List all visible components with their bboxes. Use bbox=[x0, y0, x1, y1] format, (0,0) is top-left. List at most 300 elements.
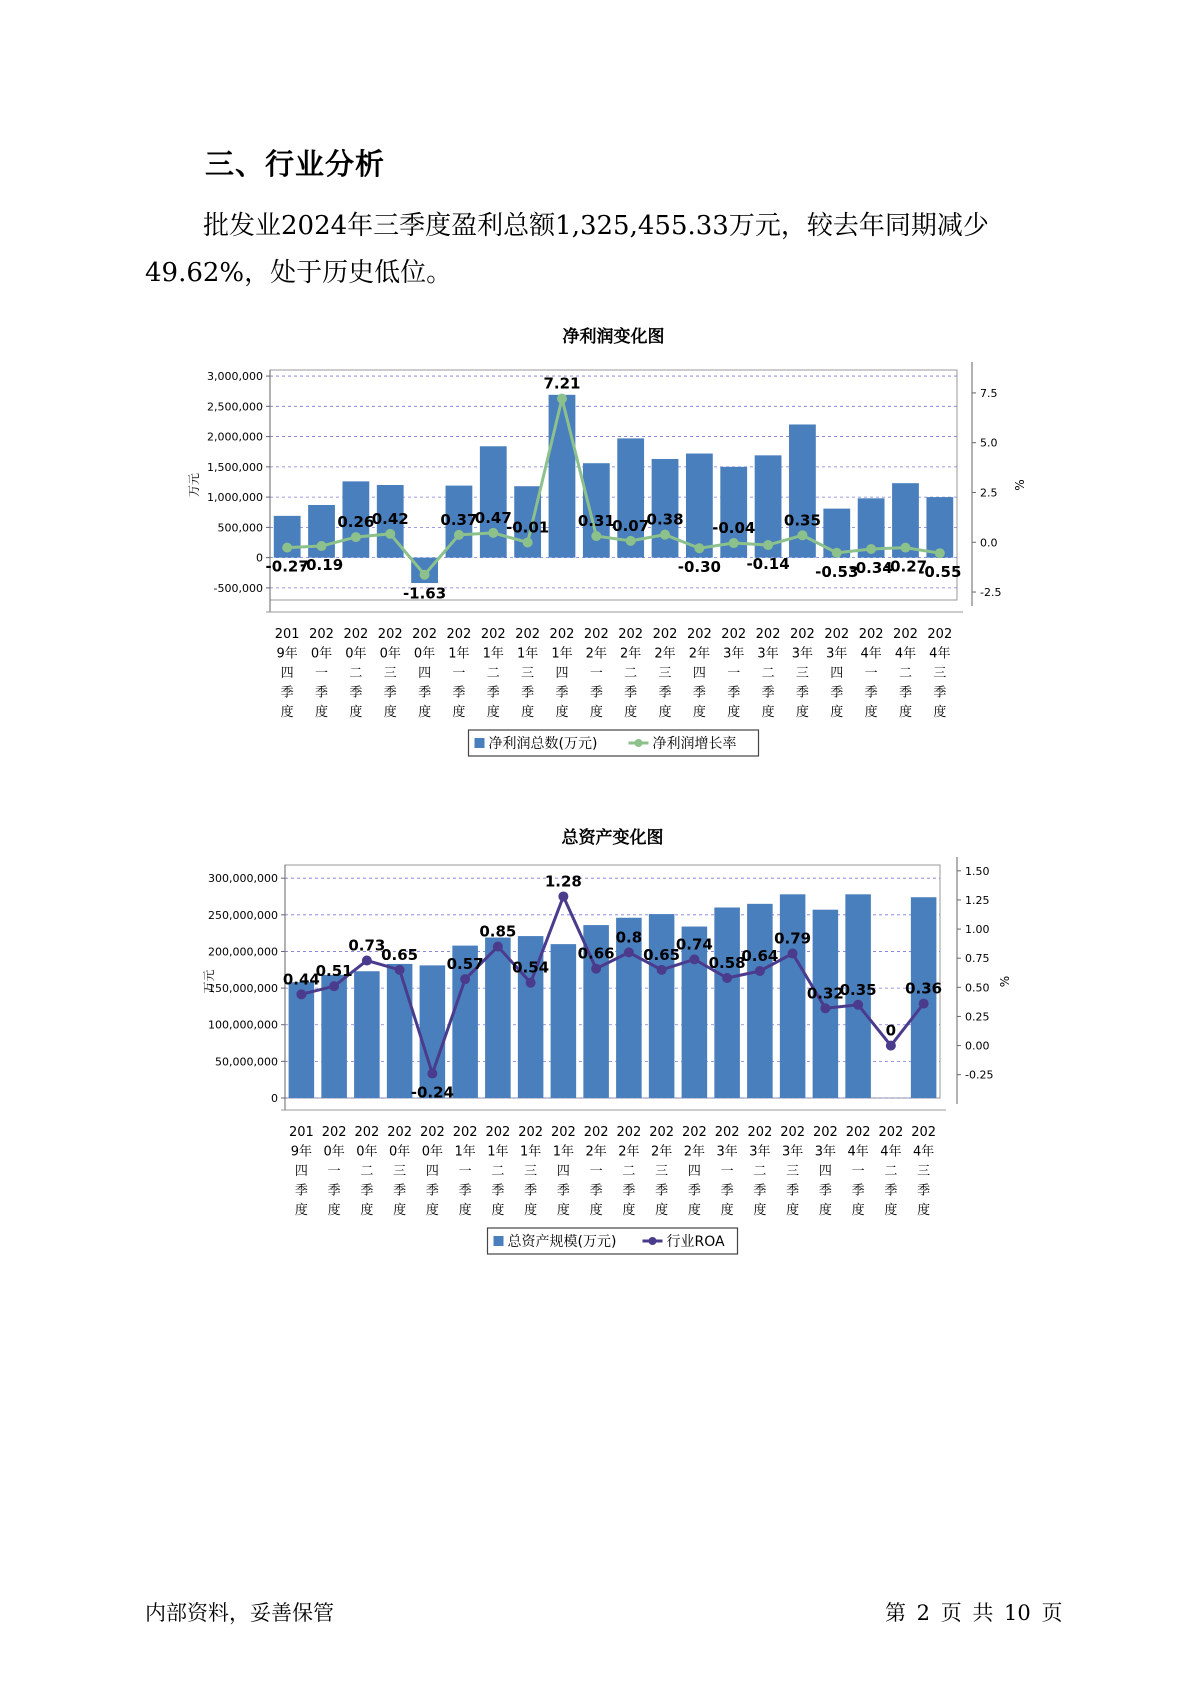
category-label: 202 bbox=[824, 627, 850, 642]
category-label: 度 bbox=[864, 705, 878, 720]
category-label: 二 bbox=[753, 1164, 767, 1179]
category-label: 度 bbox=[761, 705, 775, 720]
category-label: 202 bbox=[446, 627, 472, 642]
category-label: 202 bbox=[616, 1125, 642, 1140]
category-label: 度 bbox=[589, 705, 603, 720]
category-label: 季 bbox=[589, 1183, 603, 1199]
data-label: -0.55 bbox=[918, 563, 962, 582]
category-label: 202 bbox=[485, 1125, 511, 1140]
bar bbox=[480, 446, 507, 557]
line-point bbox=[493, 942, 503, 952]
line-point bbox=[886, 1041, 896, 1051]
line-point bbox=[420, 570, 430, 580]
category-label: 季 bbox=[622, 1183, 636, 1199]
category-label: 季 bbox=[452, 685, 466, 701]
line-point bbox=[591, 964, 601, 974]
category-label: 二 bbox=[486, 666, 500, 681]
category-label: 度 bbox=[555, 705, 569, 720]
legend-line-label: 行业ROA bbox=[666, 1234, 725, 1250]
category-label: 202 bbox=[480, 627, 506, 642]
category-label: 202 bbox=[419, 1125, 445, 1140]
category-label: 度 bbox=[589, 1203, 603, 1218]
category-label: 202 bbox=[583, 1125, 609, 1140]
line-point bbox=[919, 999, 929, 1009]
line-point bbox=[523, 537, 533, 547]
category-label: 四 bbox=[555, 666, 569, 681]
category-label: 季 bbox=[280, 685, 294, 701]
left-tick-label: 0 bbox=[256, 551, 263, 565]
category-label: 9年 bbox=[276, 646, 298, 662]
line-point bbox=[454, 530, 464, 540]
category-label: 4年 bbox=[929, 646, 951, 662]
category-label: 季 bbox=[851, 1183, 865, 1199]
category-label: 2年 bbox=[585, 646, 607, 662]
data-label: -0.14 bbox=[746, 555, 790, 574]
right-axis-label: % bbox=[998, 975, 1012, 988]
data-label: 7.21 bbox=[543, 374, 581, 393]
category-label: 1年 bbox=[448, 646, 470, 662]
line-point bbox=[853, 1000, 863, 1010]
line-point bbox=[282, 543, 292, 553]
data-label: -0.30 bbox=[677, 558, 721, 577]
category-label: 度 bbox=[418, 705, 432, 720]
line-point bbox=[657, 965, 667, 975]
category-label: 2年 bbox=[618, 1144, 640, 1160]
data-label: 0.54 bbox=[512, 958, 550, 977]
category-label: 度 bbox=[383, 705, 397, 720]
category-label: 2年 bbox=[683, 1144, 706, 1160]
category-label: 度 bbox=[655, 1203, 669, 1218]
category-label: 一 bbox=[727, 666, 741, 681]
category-label: 季 bbox=[458, 1183, 472, 1199]
left-tick-label: 3,000,000 bbox=[207, 370, 263, 384]
category-label: 季 bbox=[761, 685, 775, 701]
category-label: 四 bbox=[425, 1164, 439, 1179]
right-tick-label: 2.5 bbox=[980, 486, 998, 500]
category-label: 202 bbox=[387, 1125, 413, 1140]
category-label: 度 bbox=[622, 1203, 636, 1218]
line-point bbox=[351, 532, 361, 542]
line-point bbox=[317, 541, 327, 551]
left-tick-label: 300,000,000 bbox=[208, 872, 278, 886]
category-label: 度 bbox=[884, 1203, 898, 1218]
category-label: 季 bbox=[486, 685, 500, 701]
category-label: 9年 bbox=[290, 1144, 313, 1160]
category-label: 四 bbox=[556, 1164, 570, 1179]
category-label: 2年 bbox=[688, 646, 711, 662]
category-label: 202 bbox=[927, 627, 953, 642]
bar bbox=[549, 395, 576, 558]
category-label: 202 bbox=[858, 627, 884, 642]
category-label: 季 bbox=[383, 685, 397, 701]
bar bbox=[321, 975, 347, 1098]
category-label: 度 bbox=[425, 1203, 439, 1218]
category-label: 4年 bbox=[912, 1144, 935, 1160]
category-label: 季 bbox=[349, 685, 363, 701]
bar bbox=[747, 904, 773, 1098]
chart-title: 净利润变化图 bbox=[562, 327, 665, 347]
category-label: 四 bbox=[687, 1164, 701, 1179]
category-label: 二 bbox=[761, 666, 775, 681]
category-label: 202 bbox=[583, 627, 609, 642]
category-label: 三 bbox=[383, 666, 397, 681]
right-tick-label: 0.0 bbox=[980, 536, 998, 550]
category-label: 季 bbox=[753, 1183, 767, 1199]
left-tick-label: -500,000 bbox=[213, 581, 263, 595]
legend-line-marker bbox=[635, 739, 643, 747]
category-label: 202 bbox=[893, 627, 918, 642]
right-tick-label: 5.0 bbox=[980, 436, 998, 450]
category-label: 三 bbox=[524, 1164, 538, 1179]
category-label: 季 bbox=[786, 1183, 800, 1199]
line-point bbox=[694, 543, 704, 553]
line-point bbox=[866, 544, 876, 554]
right-tick-label: -0.25 bbox=[965, 1068, 994, 1082]
category-label: 202 bbox=[550, 1125, 576, 1140]
category-label: 度 bbox=[349, 705, 363, 720]
category-label: 一 bbox=[327, 1164, 341, 1179]
category-label: 202 bbox=[845, 1125, 871, 1140]
category-label: 度 bbox=[720, 1203, 734, 1218]
legend-bar-swatch bbox=[494, 1236, 504, 1246]
left-tick-label: 1,500,000 bbox=[207, 460, 263, 474]
category-label: 三 bbox=[658, 666, 672, 681]
category-label: 一 bbox=[315, 666, 329, 681]
right-tick-label: 1.25 bbox=[965, 893, 990, 907]
data-label: -0.04 bbox=[712, 519, 756, 538]
data-label: 0.42 bbox=[371, 509, 409, 528]
category-label: 季 bbox=[818, 1183, 832, 1199]
line-point bbox=[722, 973, 732, 983]
category-label: 202 bbox=[681, 1125, 707, 1140]
category-label: 3年 bbox=[723, 646, 745, 662]
category-label: 度 bbox=[851, 1203, 865, 1218]
bar bbox=[485, 938, 511, 1098]
bar bbox=[649, 914, 675, 1098]
legend-line-label: 净利润增长率 bbox=[652, 736, 737, 752]
category-label: 季 bbox=[521, 685, 535, 701]
right-tick-label: 7.5 bbox=[980, 386, 998, 400]
category-label: 季 bbox=[556, 1183, 570, 1199]
right-tick-label: -2.5 bbox=[980, 586, 1002, 600]
category-label: 202 bbox=[515, 627, 541, 642]
category-label: 2年 bbox=[650, 1144, 673, 1160]
category-label: 季 bbox=[884, 1183, 898, 1199]
left-tick-label: 2,500,000 bbox=[207, 400, 263, 414]
category-label: 202 bbox=[452, 1125, 478, 1140]
category-label: 二 bbox=[624, 666, 638, 681]
category-label: 2年 bbox=[654, 646, 676, 662]
category-label: 一 bbox=[589, 666, 603, 681]
bar bbox=[652, 459, 679, 558]
right-tick-label: 1.00 bbox=[965, 923, 990, 937]
line-point bbox=[797, 530, 807, 540]
category-label: 度 bbox=[458, 1203, 472, 1218]
category-label: 季 bbox=[327, 1183, 341, 1199]
category-label: 3年 bbox=[781, 1144, 804, 1160]
category-label: 季 bbox=[491, 1183, 505, 1199]
category-label: 202 bbox=[377, 627, 403, 642]
data-label: 0.36 bbox=[905, 979, 943, 998]
data-label: -0.01 bbox=[506, 518, 550, 537]
line-point bbox=[296, 989, 306, 999]
left-tick-label: 0 bbox=[271, 1092, 278, 1105]
footer-page-number: 第 2 页 共 10 页 bbox=[885, 1601, 1063, 1625]
category-label: 0年 bbox=[421, 1144, 444, 1160]
bar bbox=[289, 982, 315, 1098]
category-label: 202 bbox=[652, 627, 678, 642]
category-label: 202 bbox=[911, 1125, 937, 1140]
category-label: 季 bbox=[933, 685, 947, 701]
category-label: 季 bbox=[589, 685, 603, 701]
bar bbox=[780, 894, 806, 1098]
category-label: 202 bbox=[878, 1125, 904, 1140]
category-label: 度 bbox=[727, 705, 741, 720]
chart-title: 总资产变化图 bbox=[561, 828, 664, 848]
line-point bbox=[689, 954, 699, 964]
category-label: 4年 bbox=[860, 646, 882, 662]
category-label: 四 bbox=[692, 666, 706, 681]
category-label: 0年 bbox=[388, 1144, 411, 1160]
data-label: -0.27 bbox=[883, 557, 928, 576]
category-label: 4年 bbox=[894, 646, 917, 662]
category-label: 一 bbox=[589, 1164, 603, 1179]
category-label: 202 bbox=[618, 627, 644, 642]
data-label: 1.28 bbox=[544, 872, 582, 891]
category-label: 度 bbox=[521, 705, 535, 720]
category-label: 度 bbox=[687, 1203, 701, 1218]
category-label: 1年 bbox=[516, 646, 539, 662]
bar bbox=[583, 463, 610, 557]
data-label: 0.74 bbox=[675, 935, 713, 954]
right-tick-label: 0.50 bbox=[965, 981, 990, 995]
line-point bbox=[832, 548, 842, 558]
category-label: 三 bbox=[933, 666, 947, 681]
category-label: 202 bbox=[354, 1125, 380, 1140]
category-label: 三 bbox=[795, 666, 809, 681]
category-label: 二 bbox=[349, 666, 363, 681]
category-label: 度 bbox=[786, 1203, 800, 1218]
category-label: 201 bbox=[288, 1125, 314, 1140]
category-label: 三 bbox=[655, 1164, 669, 1179]
data-label: 0.65 bbox=[643, 945, 681, 964]
data-label: 0.35 bbox=[839, 980, 877, 999]
category-label: 三 bbox=[786, 1164, 800, 1179]
line-point bbox=[460, 974, 470, 984]
footer-confidential: 内部资料，妥善保管 bbox=[145, 1601, 334, 1625]
category-label: 度 bbox=[753, 1203, 767, 1218]
category-label: 三 bbox=[521, 666, 535, 681]
category-label: 度 bbox=[795, 705, 809, 720]
category-label: 0年 bbox=[356, 1144, 378, 1160]
left-tick-label: 2,000,000 bbox=[207, 430, 263, 444]
category-label: 季 bbox=[393, 1183, 407, 1199]
category-label: 0年 bbox=[323, 1144, 345, 1160]
category-label: 度 bbox=[556, 1203, 570, 1218]
data-label: -1.63 bbox=[402, 584, 447, 603]
category-label: 季 bbox=[864, 685, 878, 701]
category-label: 季 bbox=[555, 685, 569, 701]
right-tick-label: 0.75 bbox=[965, 952, 990, 966]
category-label: 二 bbox=[898, 666, 912, 681]
category-label: 度 bbox=[486, 705, 500, 720]
legend-bar-swatch bbox=[475, 738, 485, 748]
data-label: 0.32 bbox=[806, 984, 844, 1003]
category-label: 3年 bbox=[826, 646, 848, 662]
category-label: 季 bbox=[624, 685, 638, 701]
category-label: 度 bbox=[491, 1203, 505, 1218]
category-label: 度 bbox=[315, 705, 329, 720]
category-label: 202 bbox=[790, 627, 815, 642]
line-point bbox=[626, 536, 636, 546]
category-label: 0年 bbox=[413, 646, 436, 662]
data-label: -0.24 bbox=[410, 1083, 454, 1102]
line-point bbox=[427, 1069, 437, 1079]
category-label: 度 bbox=[327, 1203, 341, 1218]
data-label: 0.79 bbox=[774, 929, 812, 948]
category-label: 202 bbox=[755, 627, 781, 642]
left-tick-label: 150,000,000 bbox=[208, 982, 278, 996]
category-label: 一 bbox=[720, 1164, 734, 1179]
data-label: 0.51 bbox=[315, 962, 353, 981]
category-label: 四 bbox=[418, 666, 432, 681]
line-point bbox=[591, 531, 601, 541]
category-label: 202 bbox=[309, 627, 334, 642]
category-label: 四 bbox=[280, 666, 294, 681]
line-point bbox=[788, 949, 798, 959]
category-label: 季 bbox=[795, 685, 809, 701]
right-tick-label: 0.00 bbox=[965, 1039, 990, 1053]
category-label: 季 bbox=[655, 1183, 669, 1199]
category-label: 202 bbox=[721, 627, 747, 642]
category-label: 202 bbox=[321, 1125, 347, 1140]
category-label: 3年 bbox=[791, 646, 814, 662]
bar bbox=[551, 944, 577, 1098]
category-label: 季 bbox=[315, 685, 329, 701]
legend-line-marker bbox=[649, 1237, 657, 1245]
line-point bbox=[558, 891, 568, 901]
category-label: 季 bbox=[524, 1183, 538, 1199]
category-label: 202 bbox=[412, 627, 437, 642]
data-label: 0.47 bbox=[474, 508, 512, 527]
category-label: 1年 bbox=[519, 1144, 542, 1160]
category-label: 一 bbox=[452, 666, 466, 681]
section-heading: 三、行业分析 bbox=[205, 147, 386, 181]
category-label: 201 bbox=[274, 627, 300, 642]
right-axis-label: % bbox=[1013, 479, 1027, 491]
category-label: 1年 bbox=[487, 1144, 509, 1160]
category-label: 4年 bbox=[880, 1144, 902, 1160]
category-label: 1年 bbox=[482, 646, 504, 662]
category-label: 0年 bbox=[310, 646, 333, 662]
category-label: 季 bbox=[418, 685, 432, 701]
category-label: 四 bbox=[830, 666, 844, 681]
left-tick-label: 250,000,000 bbox=[208, 908, 278, 922]
data-label: 0.64 bbox=[741, 947, 779, 966]
right-tick-label: 1.50 bbox=[965, 864, 990, 878]
right-tick-label: 0.25 bbox=[965, 1010, 990, 1024]
category-label: 0年 bbox=[345, 646, 367, 662]
data-label: 0.57 bbox=[446, 955, 484, 974]
line-point bbox=[820, 1003, 830, 1013]
data-label: 0.73 bbox=[348, 936, 386, 955]
category-label: 三 bbox=[917, 1164, 931, 1179]
category-label: 季 bbox=[692, 685, 706, 701]
category-label: 0年 bbox=[379, 646, 401, 662]
category-label: 2年 bbox=[585, 1144, 607, 1160]
total-assets-chart bbox=[0, 818, 1191, 1278]
line-point bbox=[900, 543, 910, 553]
category-label: 度 bbox=[917, 1203, 931, 1218]
category-label: 1年 bbox=[454, 1144, 476, 1160]
data-label: 0.66 bbox=[577, 944, 615, 963]
category-label: 202 bbox=[549, 627, 575, 642]
left-axis-label: 万元 bbox=[202, 969, 216, 994]
net-profit-chart bbox=[0, 320, 1191, 780]
category-label: 1年 bbox=[551, 646, 573, 662]
category-label: 度 bbox=[898, 705, 912, 720]
bar bbox=[714, 907, 740, 1098]
category-label: 3年 bbox=[716, 1144, 738, 1160]
category-label: 季 bbox=[425, 1183, 439, 1199]
category-label: 二 bbox=[622, 1164, 636, 1179]
data-label: 0.85 bbox=[479, 922, 517, 941]
category-label: 季 bbox=[727, 685, 741, 701]
left-tick-label: 1,000,000 bbox=[207, 491, 263, 505]
category-label: 度 bbox=[360, 1203, 374, 1218]
category-label: 度 bbox=[830, 705, 844, 720]
category-label: 季 bbox=[658, 685, 672, 701]
data-label: 0.8 bbox=[615, 928, 643, 947]
data-label: -0.19 bbox=[299, 556, 344, 575]
category-label: 季 bbox=[360, 1183, 374, 1199]
left-tick-label: 100,000,000 bbox=[208, 1018, 278, 1032]
bar bbox=[387, 964, 413, 1098]
category-label: 季 bbox=[917, 1183, 931, 1199]
category-label: 202 bbox=[686, 627, 712, 642]
data-label: 0.07 bbox=[612, 516, 650, 535]
category-label: 202 bbox=[747, 1125, 773, 1140]
category-label: 二 bbox=[884, 1164, 898, 1179]
category-label: 季 bbox=[687, 1183, 701, 1199]
summary-paragraph: 批发业2024年三季度盈利总额1,325,455.33万元，较去年同期减少49.62%，处于历史低位。 bbox=[145, 211, 989, 288]
category-label: 202 bbox=[649, 1125, 675, 1140]
data-label: 0.37 bbox=[440, 510, 478, 529]
category-label: 二 bbox=[491, 1164, 505, 1179]
line-point bbox=[763, 540, 773, 550]
category-label: 四 bbox=[294, 1164, 308, 1179]
category-label: 2年 bbox=[620, 646, 642, 662]
line-point bbox=[488, 528, 498, 538]
data-label: 0 bbox=[885, 1021, 897, 1040]
category-label: 季 bbox=[830, 685, 844, 701]
category-label: 季 bbox=[898, 685, 912, 701]
legend-bar-label: 总资产规模(万元) bbox=[507, 1234, 617, 1250]
category-label: 度 bbox=[452, 705, 466, 720]
line-point bbox=[729, 538, 739, 548]
category-label: 一 bbox=[458, 1164, 472, 1179]
line-point bbox=[660, 530, 670, 540]
data-label: 0.35 bbox=[783, 511, 821, 530]
category-label: 度 bbox=[280, 705, 294, 720]
category-label: 度 bbox=[818, 1203, 832, 1218]
line-point bbox=[624, 947, 634, 957]
data-label: 0.44 bbox=[282, 970, 320, 989]
line-point bbox=[385, 529, 395, 539]
category-label: 度 bbox=[624, 705, 638, 720]
legend-bar-label: 净利润总数(万元) bbox=[488, 736, 598, 752]
bar bbox=[686, 454, 713, 558]
